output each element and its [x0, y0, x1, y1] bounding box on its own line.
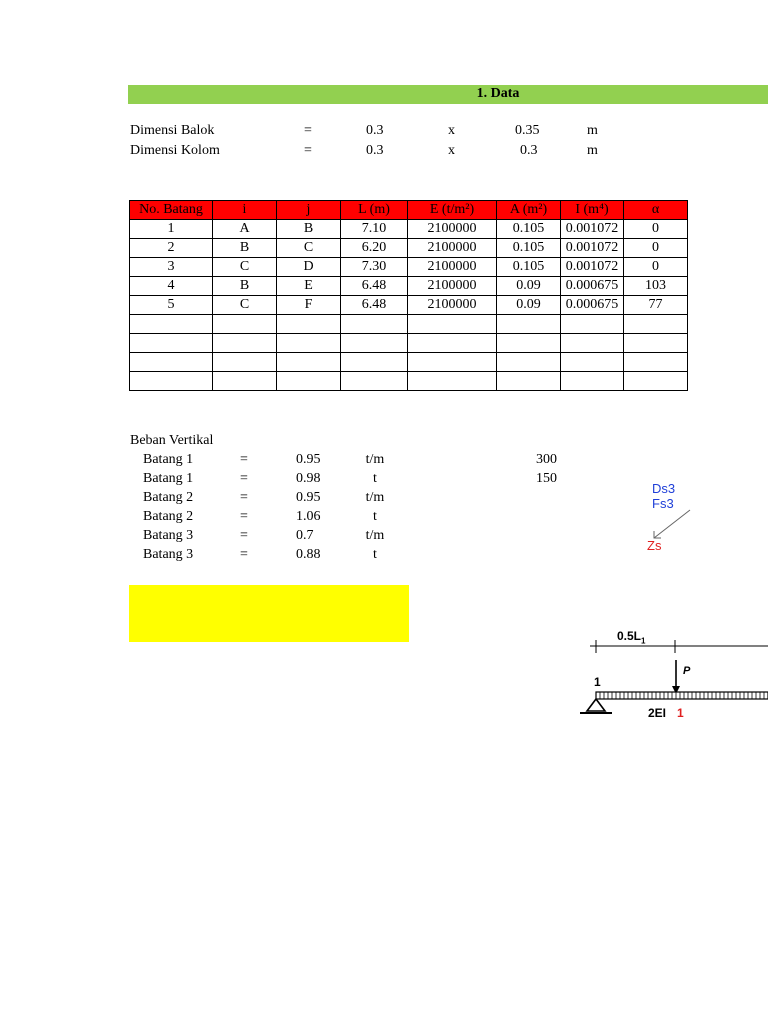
load-value: 0.7 [296, 528, 314, 543]
load-unit: t/m [365, 452, 385, 467]
table-cell: 2100000 [408, 277, 497, 296]
table-cell: A [213, 220, 277, 239]
dim-balok-unit: m [587, 123, 598, 138]
table-cell [624, 353, 688, 372]
load-eq: = [240, 471, 248, 486]
table-cell [277, 372, 341, 391]
table-header-cell: L (m) [341, 201, 408, 220]
table-cell [497, 334, 561, 353]
beam-node-label: 1 [594, 675, 601, 689]
load-label: Batang 1 [143, 471, 194, 486]
table-cell: B [213, 239, 277, 258]
table-cell [408, 315, 497, 334]
table-header-cell: No. Batang [130, 201, 213, 220]
table-cell: 2100000 [408, 296, 497, 315]
table-cell: C [277, 239, 341, 258]
table-cell: B [213, 277, 277, 296]
table-cell: F [277, 296, 341, 315]
table-header-row [130, 201, 688, 220]
load-label: Batang 2 [143, 490, 194, 505]
table-cell: 7.30 [341, 258, 408, 277]
table-row [130, 277, 688, 296]
table-cell: 77 [624, 296, 688, 315]
load-label: Batang 3 [143, 547, 194, 562]
load-eq: = [240, 528, 248, 543]
table-row [130, 296, 688, 315]
table-cell: 6.48 [341, 277, 408, 296]
table-cell [561, 315, 624, 334]
load-eq: = [240, 490, 248, 505]
load-unit: t/m [365, 528, 385, 543]
table-cell [277, 315, 341, 334]
beam-dim-label: $0.5L_1$ [617, 629, 646, 646]
load-unit: t [373, 509, 377, 524]
table-row [130, 372, 688, 391]
table-cell: 6.48 [341, 296, 408, 315]
table-cell: 7.10 [341, 220, 408, 239]
table-header-cell: i [213, 201, 277, 220]
table-cell [130, 315, 213, 334]
table-cell [213, 334, 277, 353]
table-cell: C [213, 258, 277, 277]
table-cell: 0 [624, 239, 688, 258]
axis-label-ds3: Ds3 [652, 481, 676, 496]
dim-kolom-b: 0.3 [520, 143, 538, 158]
table-cell [341, 334, 408, 353]
dim-balok-label: Dimensi Balok [130, 123, 215, 138]
table-cell [408, 353, 497, 372]
loads-title: Beban Vertikal [130, 433, 214, 448]
load-unit: t [373, 547, 377, 562]
beam-force-label: P [683, 665, 691, 677]
load-extra: 150 [536, 471, 557, 486]
load-label: Batang 1 [143, 452, 194, 467]
load-value: 0.95 [296, 452, 321, 467]
dim-kolom-a: 0.3 [366, 143, 384, 158]
table-row [130, 334, 688, 353]
table-cell [341, 372, 408, 391]
table-cell: 103 [624, 277, 688, 296]
table-cell: 0.000675 [561, 296, 624, 315]
table-cell [561, 372, 624, 391]
table-cell: 1 [130, 220, 213, 239]
table-cell: C [213, 296, 277, 315]
table-cell: D [277, 258, 341, 277]
table-cell [624, 315, 688, 334]
table-row [130, 353, 688, 372]
table-cell: 0.09 [497, 296, 561, 315]
table-cell [497, 372, 561, 391]
load-eq: = [240, 547, 248, 562]
table-cell [130, 353, 213, 372]
table-cell: 3 [130, 258, 213, 277]
table-cell [561, 334, 624, 353]
table-cell [130, 372, 213, 391]
table-cell [213, 372, 277, 391]
table-header-cell: I (m⁴) [561, 201, 624, 220]
table-cell [130, 334, 213, 353]
load-label: Batang 2 [143, 509, 194, 524]
table-cell [408, 372, 497, 391]
table-cell: 2100000 [408, 220, 497, 239]
load-eq: = [240, 452, 248, 467]
highlight-box [129, 585, 409, 642]
table-cell: 0.001072 [561, 220, 624, 239]
table-cell: 0.09 [497, 277, 561, 296]
table-cell: 4 [130, 277, 213, 296]
table-cell [497, 315, 561, 334]
table-cell: 5 [130, 296, 213, 315]
section-header-bar [128, 85, 768, 104]
table-cell: 6.20 [341, 239, 408, 258]
load-value: 1.06 [296, 509, 321, 524]
load-unit: t/m [365, 490, 385, 505]
dim-balok-b: 0.35 [515, 123, 540, 138]
table-header-cell: j [277, 201, 341, 220]
table-cell [341, 353, 408, 372]
table-cell: B [277, 220, 341, 239]
table-cell [213, 353, 277, 372]
table-row [130, 315, 688, 334]
table-cell [277, 353, 341, 372]
table-row [130, 258, 688, 277]
table-cell: E [277, 277, 341, 296]
table-cell: 0.001072 [561, 239, 624, 258]
table-row [130, 239, 688, 258]
load-extra: 300 [536, 452, 557, 467]
table-cell [341, 315, 408, 334]
table-cell [213, 315, 277, 334]
table-header-cell: E (t/m²) [408, 201, 497, 220]
table-row [130, 220, 688, 239]
table-cell: 0.001072 [561, 258, 624, 277]
load-value: 0.95 [296, 490, 321, 505]
table-header-cell: α [624, 201, 688, 220]
dim-balok-a: 0.3 [366, 123, 384, 138]
dim-kolom-eq: = [304, 143, 312, 158]
dim-balok-eq: = [304, 123, 312, 138]
dim-kolom-unit: m [587, 143, 598, 158]
load-eq: = [240, 509, 248, 524]
dim-balok-x: x [448, 123, 455, 138]
section-title: 1. Data [476, 86, 520, 101]
table-cell: 2100000 [408, 258, 497, 277]
table-cell: 0.000675 [561, 277, 624, 296]
dim-kolom-x: x [448, 143, 455, 158]
table-cell: 0 [624, 258, 688, 277]
axis-label-fs3: Fs3 [652, 496, 674, 511]
table-cell: 2100000 [408, 239, 497, 258]
table-header-cell: A (m²) [497, 201, 561, 220]
table-cell [497, 353, 561, 372]
load-label: Batang 3 [143, 528, 194, 543]
table-cell [408, 334, 497, 353]
load-unit: t [373, 471, 377, 486]
table-cell: 0.105 [497, 220, 561, 239]
load-value: 0.98 [296, 471, 321, 486]
dim-kolom-label: Dimensi Kolom [130, 143, 220, 158]
beam-stiffness-label: 2EI [648, 706, 667, 720]
table-cell: 0.105 [497, 258, 561, 277]
member-table [129, 200, 688, 391]
table-cell: 0 [624, 220, 688, 239]
table-cell [624, 372, 688, 391]
axis-label-zs: Zs [647, 538, 662, 553]
table-cell [624, 334, 688, 353]
table-cell: 2 [130, 239, 213, 258]
load-value: 0.88 [296, 547, 321, 562]
beam-member-label: 1 [677, 706, 684, 720]
table-cell: 0.105 [497, 239, 561, 258]
table-cell [277, 334, 341, 353]
table-cell [561, 353, 624, 372]
